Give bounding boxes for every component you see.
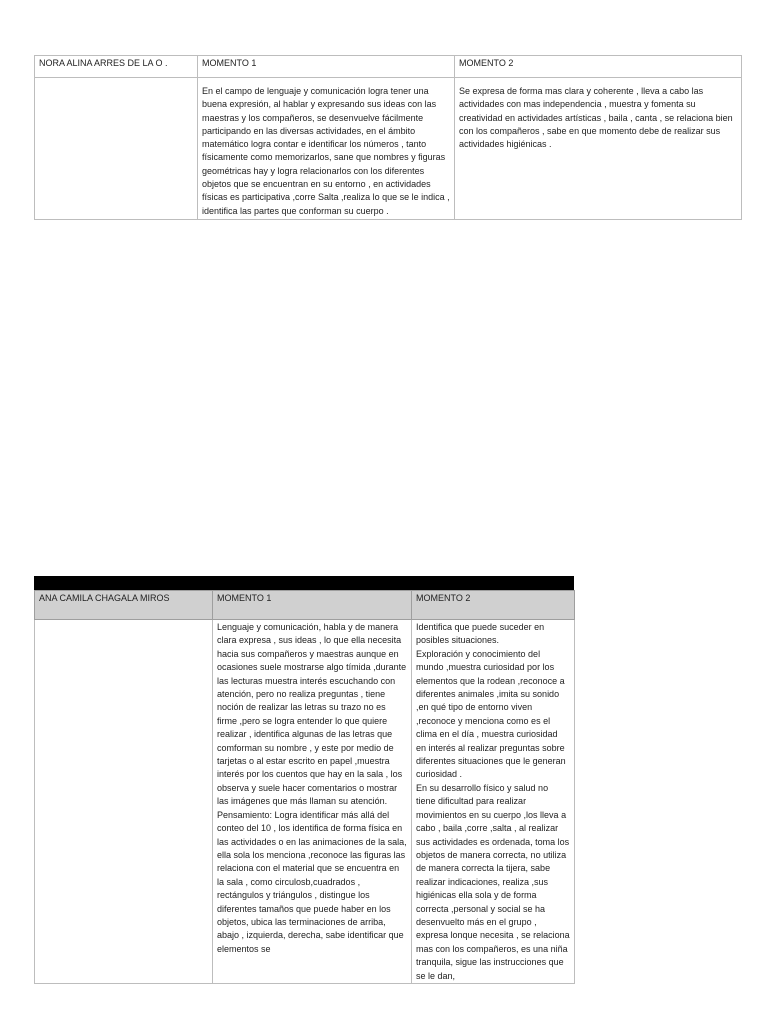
empty-cell bbox=[35, 620, 213, 984]
table-header-row bbox=[35, 591, 575, 620]
momento-1-text: En el campo de lenguaje y comunicación logra tener una buena expresión, al hablar y expresando sus ideas con las maestras y los compañeros, se desenvuelve fácilmente participando en las diversas actividades, en el ámbito matemático logra contar e identificar los números , tanto físicamente como memorizarlos, sane que nombres y figuras geométricas hay y logra relacionarlos con los diferentes objetos que se encuentran en su entorno , en actividades físicas es participativa ,corre Salta ,realiza lo que se le indica , identifica las partes que conforman su cuerpo . bbox=[198, 78, 455, 220]
momento-1-header: MOMENTO 1 bbox=[198, 56, 455, 78]
evaluation-table-ana bbox=[34, 590, 575, 984]
momento-1-text: Lenguaje y comunicación, habla y de manera clara expresa , sus ideas , lo que ella necesita hacia sus compañeros y maestras aunque en ocasiones suele mostrarse algo tímida ,durante las lecturas muestra interés escuchando con atención, pero no realiza preguntas , tiene noción de realizar las letras su trazo no es firme ,pero se logra entender lo que quiere realizar , identifica algunas de las letras que comforman su nombre , y este por medio de tarjetas o al estar escrito en papel ,muestra interés por los cuentos que hay en la sala , los observa y suele hacer comentarios o mostrar las imágenes que más llaman su atención. Pensamiento: Logra identificar más allá del conteo del 10 , los identifica de forma física en las actividades o en las animaciones de la sala, ella sola los menciona ,reconoce las figuras las relaciona con el material que se encuentra en la sala , como circulosb,cuadrados , rectángulos y triángulos , distingue los diferentes tamaños que puede haber en los objetos, ubica las terminaciones de arriba, abajo , izquierda, derecha, sabe identificar que elementos se bbox=[213, 620, 412, 984]
table-header-row bbox=[35, 56, 742, 78]
momento-2-text: Se expresa de forma mas clara y coherente , lleva a cabo las actividades con mas independencia , muestra y fomenta su creatividad en actividades artísticas , baila , canta , se relaciona bien con los compañeros , sabe en que momento debe de realizar sus actividades higiénicas . bbox=[455, 78, 742, 220]
evaluation-table-nora bbox=[34, 55, 742, 220]
momento-1-header: MOMENTO 1 bbox=[213, 591, 412, 620]
momento-2-text: Identifica que puede suceder en posibles situaciones. Exploración y conocimiento del mundo ,muestra curiosidad por los elementos que la rodean ,reconoce a diferentes animales ,imita su sonido ,en qué tipo de entorno viven ,reconoce y menciona como es el clima en el día , muestra curiosidad en interés al realizar preguntas sobre diferentes situaciones que le generan curiosidad . En su desarrollo físico y salud no tiene dificultad para realizar movimientos en su cuerpo ,los lleva a cabo , baila ,corre ,salta , al realizar sus actividades es ordenada, toma los objetos de manera correcta, no utiliza de manera correcta la tijera, sabe realizar indicaciones, realiza ,sus higiénicas ella sola y de forma correcta ,personal y social se ha desenvuelto más en el grupo , expresa lonque necesita , se relaciona mas con los compañeros, es una niña tranquila, sigue las instrucciones que se le dan, bbox=[412, 620, 575, 984]
momento-2-header: MOMENTO 2 bbox=[412, 591, 575, 620]
table-top-bar bbox=[34, 576, 574, 590]
evaluation-table-ana-wrapper bbox=[34, 576, 574, 984]
student-name-cell: ANA CAMILA CHAGALA MIROS bbox=[35, 591, 213, 620]
student-name-cell: NORA ALINA ARRES DE LA O . bbox=[35, 56, 198, 78]
table-row bbox=[35, 78, 742, 220]
empty-cell bbox=[35, 78, 198, 220]
momento-2-header: MOMENTO 2 bbox=[455, 56, 742, 78]
table-row bbox=[35, 620, 575, 984]
